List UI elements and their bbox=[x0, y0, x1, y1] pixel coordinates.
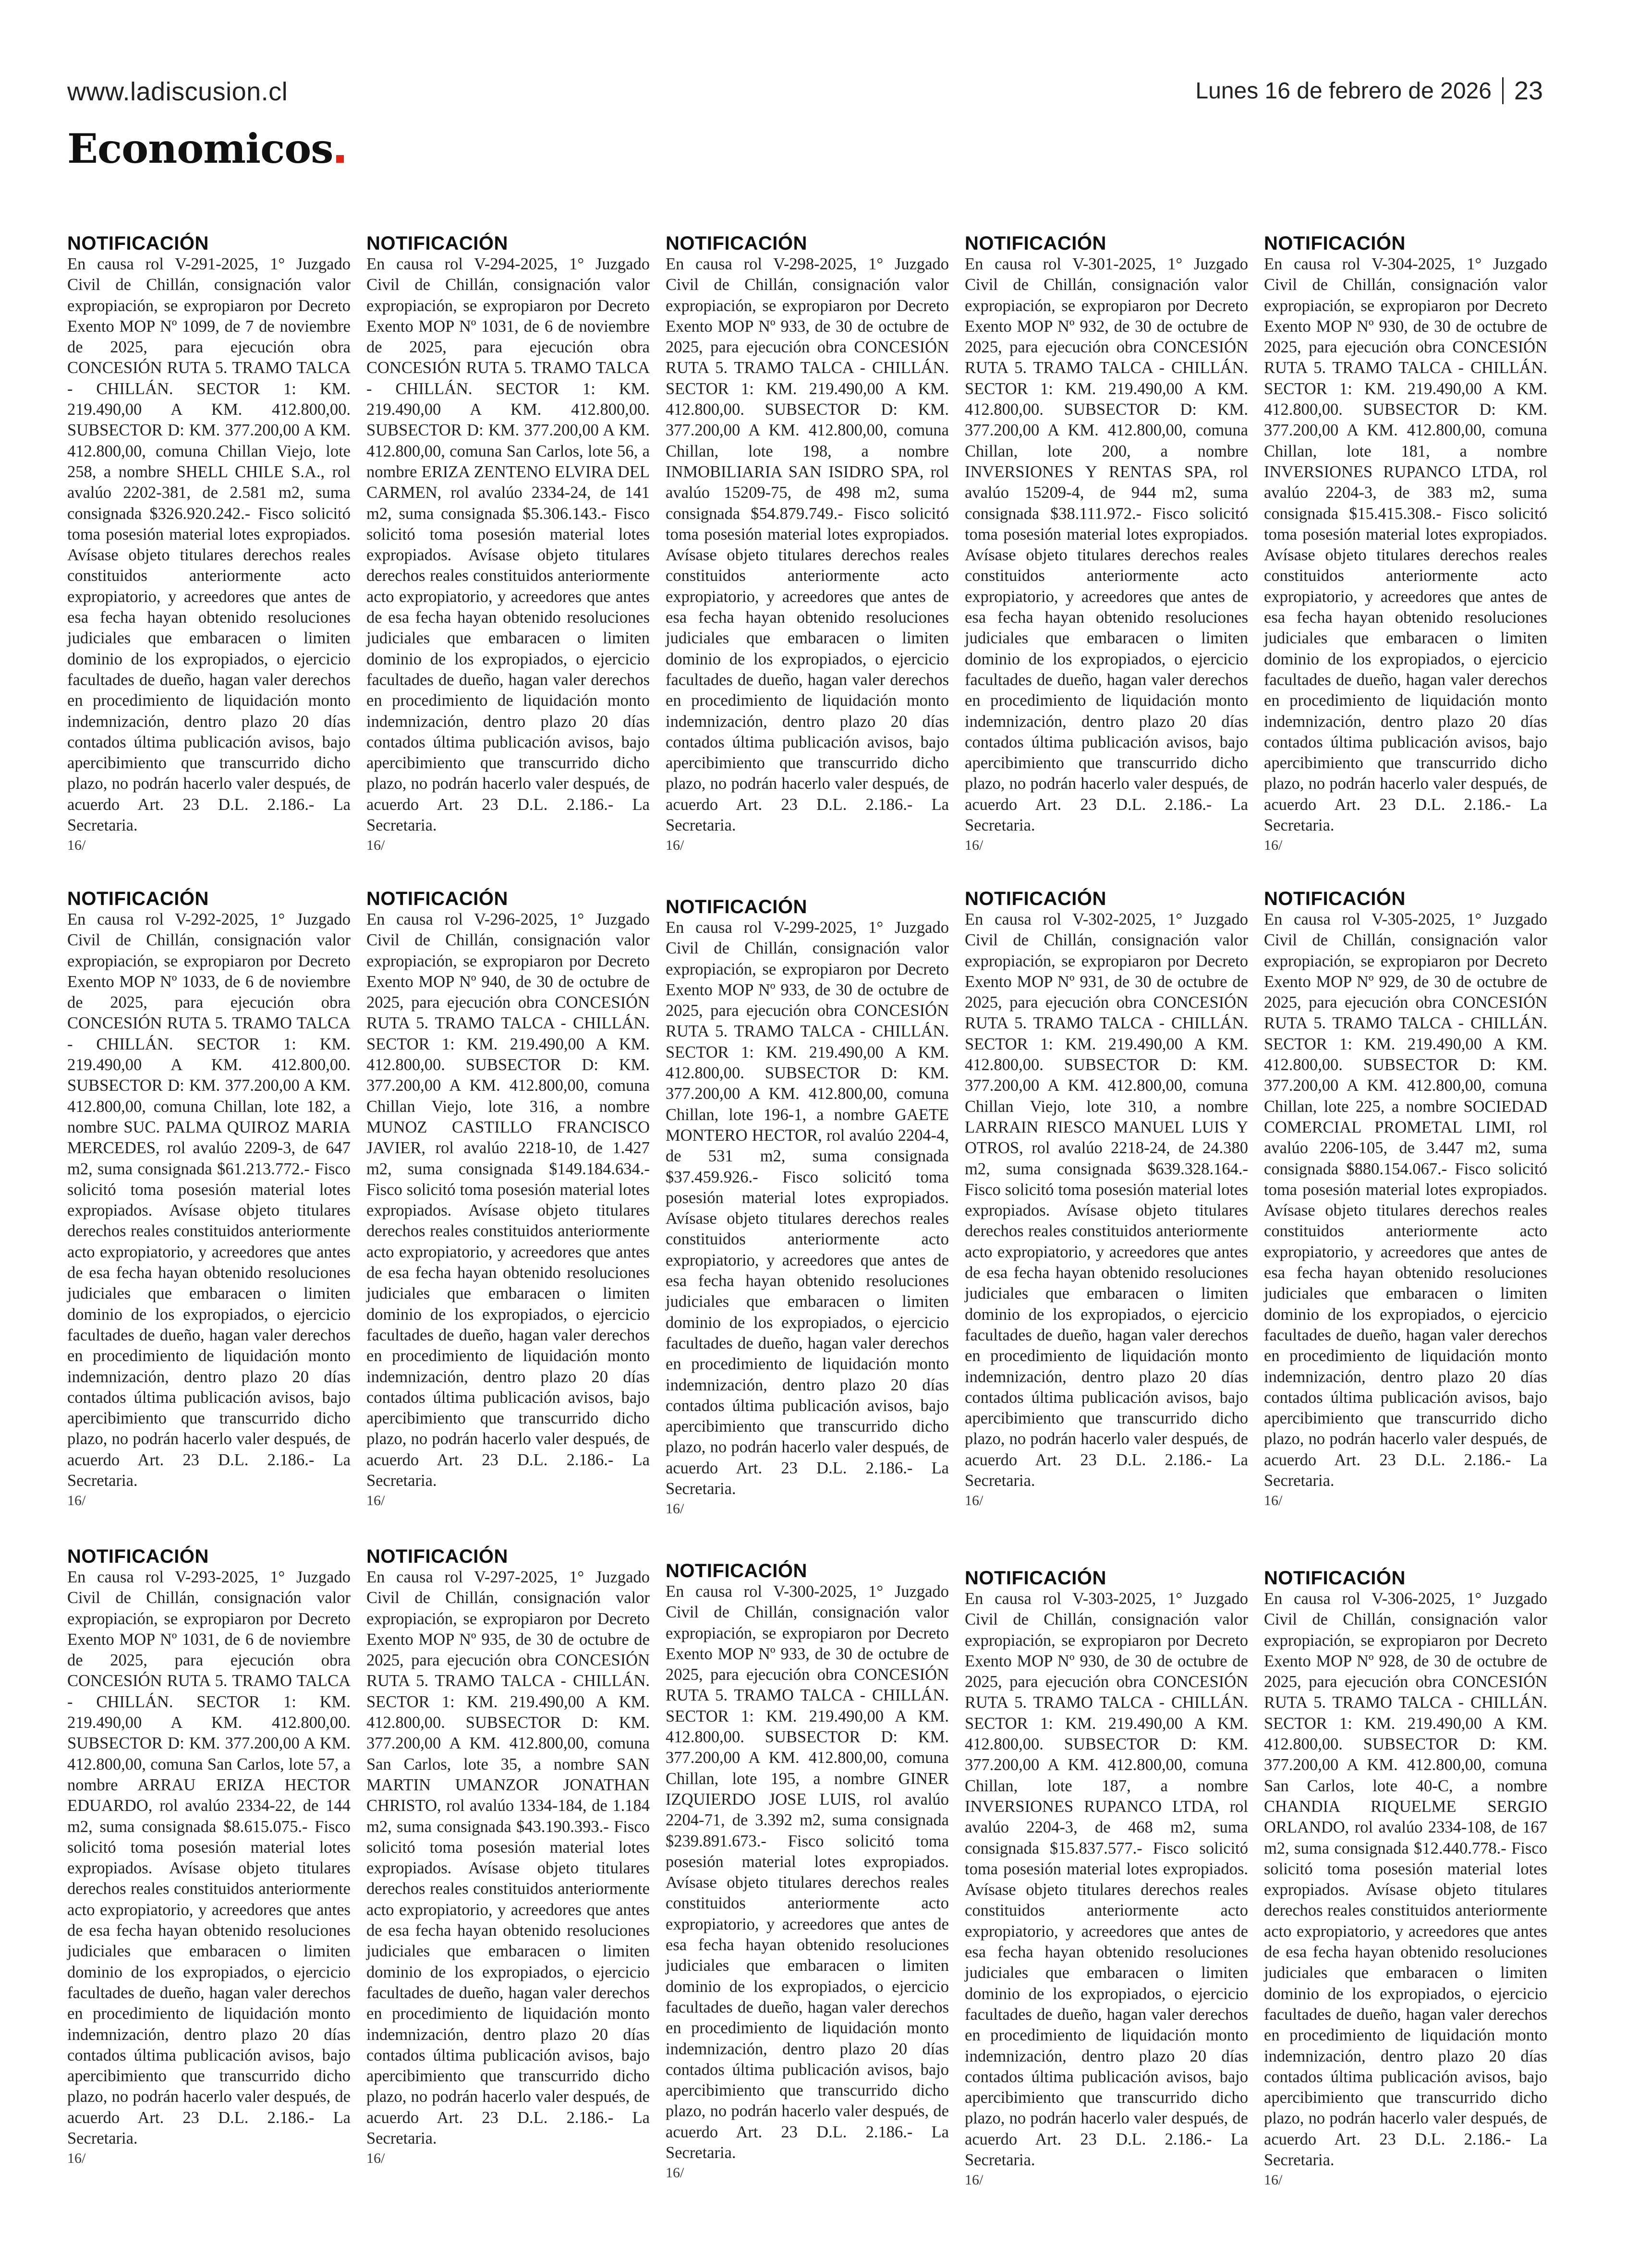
notice-title: NOTIFICACIÓN bbox=[67, 233, 209, 254]
notice-code: 16/ bbox=[1264, 837, 1283, 854]
section-title-text: Economicos bbox=[67, 125, 333, 172]
notice-title: NOTIFICACIÓN bbox=[366, 1546, 508, 1567]
notice-code: 16/ bbox=[67, 2150, 86, 2167]
notice-body: En causa rol V-299-2025, 1° Juzgado Civil de Chillán, consignación valor expropiación, se expropiaron por Decreto Exento MOP Nº 933, de 30 de octubre de 2025, para ejecución obra CONCESIÓN RUTA 5. TRAMO TALCA - CHILLÁN. SECTOR 1: KM. 219.490,00 A KM. 412.800,00. SUBSECTOR D: KM. 377.200,00 A KM. 412.800,00, comuna Chillan, lote 196-1, a nombre GAETE MONTERO HECTOR, rol avalúo 2204-4, de 531 m2, suma consignada $37.459.926.- Fisco solicitó toma posesión material lotes expropiados. Avísase objeto titulares derechos reales constituidos anteriormente acto expropiatorio, y acreedores que antes de esa fecha hayan obtenido resoluciones judiciales que embaracen o limiten dominio de los expropiados, o ejercicio facultades de dueño, hagan valer derechos en procedimiento de liquidación monto indemnización, dentro plazo 20 días contados última publicación avisos, bajo apercibimiento que transcurrido dicho plazo, no podrán hacerlo valer después, de acuerdo Art. 23 D.L. 2.186.- La Secretaria. bbox=[666, 918, 949, 1498]
notice-code: 16/ bbox=[1264, 2172, 1283, 2188]
notice-title: NOTIFICACIÓN bbox=[366, 233, 508, 254]
notice bbox=[366, 888, 650, 1510]
notice-code: 16/ bbox=[67, 1493, 86, 1509]
notice bbox=[366, 1546, 650, 2168]
notice-title: NOTIFICACIÓN bbox=[366, 888, 508, 909]
notice-body: En causa rol V-305-2025, 1° Juzgado Civil de Chillán, consignación valor expropiación, se expropiaron por Decreto Exento MOP Nº 929, de 30 de octubre de 2025, para ejecución obra CONCESIÓN RUTA 5. TRAMO TALCA - CHILLÁN. SECTOR 1: KM. 219.490,00 A KM. 412.800,00. SUBSECTOR D: KM. 377.200,00 A KM. 412.800,00, comuna Chillan, lote 225, a nombre SOCIEDAD COMERCIAL PROMETAL LIMI, rol avalúo 2206-105, de 3.447 m2, suma consignada $880.154.067.- Fisco solicitó toma posesión material lotes expropiados. Avísase objeto titulares derechos reales constituidos anteriormente acto expropiatorio, y acreedores que antes de esa fecha hayan obtenido resoluciones judiciales que embaracen o limiten dominio de los expropiados, o ejercicio facultades de dueño, hagan valer derechos en procedimiento de liquidación monto indemnización, dentro plazo 20 días contados última publicación avisos, bajo apercibimiento que transcurrido dicho plazo, no podrán hacerlo valer después, de acuerdo Art. 23 D.L. 2.186.- La Secretaria. bbox=[1264, 910, 1547, 1490]
notice-title: NOTIFICACIÓN bbox=[965, 888, 1106, 909]
notice bbox=[666, 1560, 949, 2183]
page-header bbox=[67, 72, 1543, 120]
notice-title: NOTIFICACIÓN bbox=[666, 1560, 807, 1581]
notice-body: En causa rol V-296-2025, 1° Juzgado Civil de Chillán, consignación valor expropiación, se expropiaron por Decreto Exento MOP Nº 940, de 30 de octubre de 2025, para ejecución obra CONCESIÓN RUTA 5. TRAMO TALCA - CHILLÁN. SECTOR 1: KM. 219.490,00 A KM. 412.800,00. SUBSECTOR D: KM. 377.200,00 A KM. 412.800,00, comuna Chillan Viejo, lote 316, a nombre MUNOZ CASTILLO FRANCISCO JAVIER, rol avalúo 2218-10, de 1.427 m2, suma consignada $149.184.634.- Fisco solicitó toma posesión material lotes expropiados. Avísase objeto titulares derechos reales constituidos anteriormente acto expropiatorio, y acreedores que antes de esa fecha hayan obtenido resoluciones judiciales que embaracen o limiten dominio de los expropiados, o ejercicio facultades de dueño, hagan valer derechos en procedimiento de liquidación monto indemnización, dentro plazo 20 días contados última publicación avisos, bajo apercibimiento que transcurrido dicho plazo, no podrán hacerlo valer después, de acuerdo Art. 23 D.L. 2.186.- La Secretaria. bbox=[366, 910, 650, 1490]
notice-code: 16/ bbox=[965, 1493, 983, 1509]
notice bbox=[965, 888, 1248, 1510]
header-meta bbox=[1195, 76, 1543, 106]
notice-code: 16/ bbox=[366, 837, 385, 854]
page-number: 23 bbox=[1514, 76, 1543, 105]
notice-body: En causa rol V-292-2025, 1° Juzgado Civil de Chillán, consignación valor expropiación, se expropiaron por Decreto Exento MOP Nº 1033, de 6 de noviembre de 2025, para ejecución obra CONCESIÓN RUTA 5. TRAMO TALCA - CHILLÁN. SECTOR 1: KM. 219.490,00 A KM. 412.800,00. SUBSECTOR D: KM. 377.200,00 A KM. 412.800,00, comuna Chillan, lote 182, a nombre SUC. PALMA QUIROZ MARIA MERCEDES, rol avalúo 2209-3, de 647 m2, suma consignada $61.213.772.- Fisco solicitó toma posesión material lotes expropiados. Avísase objeto titulares derechos reales constituidos anteriormente acto expropiatorio, y acreedores que antes de esa fecha hayan obtenido resoluciones judiciales que embaracen o limiten dominio de los expropiados, o ejercicio facultades de dueño, hagan valer derechos en procedimiento de liquidación monto indemnización, dentro plazo 20 días contados última publicación avisos, bajo apercibimiento que transcurrido dicho plazo, no podrán hacerlo valer después, de acuerdo Art. 23 D.L. 2.186.- La Secretaria. bbox=[67, 910, 351, 1490]
notice bbox=[666, 896, 949, 1519]
notice-body: En causa rol V-293-2025, 1° Juzgado Civil de Chillán, consignación valor expropiación, se expropiaron por Decreto Exento MOP Nº 1031, de 6 de noviembre de 2025, para ejecución obra CONCESIÓN RUTA 5. TRAMO TALCA - CHILLÁN. SECTOR 1: KM. 219.490,00 A KM. 412.800,00. SUBSECTOR D: KM. 377.200,00 A KM. 412.800,00, comuna San Carlos, lote 57, a nombre ARRAU ERIZA HECTOR EDUARDO, rol avalúo 2334-22, de 144 m2, suma consignada $8.615.075.- Fisco solicitó toma posesión material lotes expropiados. Avísase objeto titulares derechos reales constituidos anteriormente acto expropiatorio, y acreedores que antes de esa fecha hayan obtenido resoluciones judiciales que embaracen o limiten dominio de los expropiados, o ejercicio facultades de dueño, hagan valer derechos en procedimiento de liquidación monto indemnización, dentro plazo 20 días contados última publicación avisos, bajo apercibimiento que transcurrido dicho plazo, no podrán hacerlo valer después, de acuerdo Art. 23 D.L. 2.186.- La Secretaria. bbox=[67, 1568, 351, 2148]
notice-body: En causa rol V-291-2025, 1° Juzgado Civil de Chillán, consignación valor expropiación, se expropiaron por Decreto Exento MOP Nº 1099, de 7 de noviembre de 2025, para ejecución obra CONCESIÓN RUTA 5. TRAMO TALCA - CHILLÁN. SECTOR 1: KM. 219.490,00 A KM. 412.800,00. SUBSECTOR D: KM. 377.200,00 A KM. 412.800,00, comuna Chillan Viejo, lote 258, a nombre SHELL CHILE S.A., rol avalúo 2202-381, de 2.581 m2, suma consignada $326.920.242.- Fisco solicitó toma posesión material lotes expropiados. Avísase objeto titulares derechos reales constituidos anteriormente acto expropiatorio, y acreedores que antes de esa fecha hayan obtenido resoluciones judiciales que embaracen o limiten dominio de los expropiados, o ejercicio facultades de dueño, hagan valer derechos en procedimiento de liquidación monto indemnización, dentro plazo 20 días contados última publicación avisos, bajo apercibimiento que transcurrido dicho plazo, no podrán hacerlo valer después, de acuerdo Art. 23 D.L. 2.186.- La Secretaria. bbox=[67, 255, 351, 835]
notice bbox=[67, 888, 351, 1510]
notice-body: En causa rol V-304-2025, 1° Juzgado Civil de Chillán, consignación valor expropiación, se expropiaron por Decreto Exento MOP Nº 930, de 30 de octubre de 2025, para ejecución obra CONCESIÓN RUTA 5. TRAMO TALCA - CHILLÁN. SECTOR 1: KM. 219.490,00 A KM. 412.800,00. SUBSECTOR D: KM. 377.200,00 A KM. 412.800,00, comuna Chillan, lote 181, a nombre INVERSIONES RUPANCO LTDA, rol avalúo 2204-3, de 383 m2, suma consignada $15.415.308.- Fisco solicitó toma posesión material lotes expropiados. Avísase objeto titulares derechos reales constituidos anteriormente acto expropiatorio, y acreedores que antes de esa fecha hayan obtenido resoluciones judiciales que embaracen o limiten dominio de los expropiados, o ejercicio facultades de dueño, hagan valer derechos en procedimiento de liquidación monto indemnización, dentro plazo 20 días contados última publicación avisos, bajo apercibimiento que transcurrido dicho plazo, no podrán hacerlo valer después, de acuerdo Art. 23 D.L. 2.186.- La Secretaria. bbox=[1264, 255, 1547, 835]
notice-title: NOTIFICACIÓN bbox=[67, 1546, 209, 1567]
notice bbox=[965, 1568, 1248, 2190]
notice-title: NOTIFICACIÓN bbox=[666, 896, 807, 917]
notice bbox=[1264, 888, 1547, 1510]
notice bbox=[67, 1546, 351, 2168]
notice-title: NOTIFICACIÓN bbox=[1264, 233, 1406, 254]
notice-body: En causa rol V-301-2025, 1° Juzgado Civil de Chillán, consignación valor expropiación, se expropiaron por Decreto Exento MOP Nº 932, de 30 de octubre de 2025, para ejecución obra CONCESIÓN RUTA 5. TRAMO TALCA - CHILLÁN. SECTOR 1: KM. 219.490,00 A KM. 412.800,00. SUBSECTOR D: KM. 377.200,00 A KM. 412.800,00, comuna Chillan, lote 200, a nombre INVERSIONES Y RENTAS SPA, rol avalúo 15209-4, de 944 m2, suma consignada $38.111.972.- Fisco solicitó toma posesión material lotes expropiados. Avísase objeto titulares derechos reales constituidos anteriormente acto expropiatorio, y acreedores que antes de esa fecha hayan obtenido resoluciones judiciales que embaracen o limiten dominio de los expropiados, o ejercicio facultades de dueño, hagan valer derechos en procedimiento de liquidación monto indemnización, dentro plazo 20 días contados última publicación avisos, bajo apercibimiento que transcurrido dicho plazo, no podrán hacerlo valer después, de acuerdo Art. 23 D.L. 2.186.- La Secretaria. bbox=[965, 255, 1248, 835]
notice-body: En causa rol V-300-2025, 1° Juzgado Civil de Chillán, consignación valor expropiación, se expropiaron por Decreto Exento MOP Nº 933, de 30 de octubre de 2025, para ejecución obra CONCESIÓN RUTA 5. TRAMO TALCA - CHILLÁN. SECTOR 1: KM. 219.490,00 A KM. 412.800,00. SUBSECTOR D: KM. 377.200,00 A KM. 412.800,00, comuna Chillan, lote 195, a nombre GINER IZQUIERDO JOSE LUIS, rol avalúo 2204-71, de 3.392 m2, suma consignada $239.891.673.- Fisco solicitó toma posesión material lotes expropiados. Avísase objeto titulares derechos reales constituidos anteriormente acto expropiatorio, y acreedores que antes de esa fecha hayan obtenido resoluciones judiciales que embaracen o limiten dominio de los expropiados, o ejercicio facultades de dueño, hagan valer derechos en procedimiento de liquidación monto indemnización, dentro plazo 20 días contados última publicación avisos, bajo apercibimiento que transcurrido dicho plazo, no podrán hacerlo valer después, de acuerdo Art. 23 D.L. 2.186.- La Secretaria. bbox=[666, 1582, 949, 2162]
notice-title: NOTIFICACIÓN bbox=[666, 233, 807, 254]
notice-body: En causa rol V-303-2025, 1° Juzgado Civil de Chillán, consignación valor expropiación, se expropiaron por Decreto Exento MOP Nº 930, de 30 de octubre de 2025, para ejecución obra CONCESIÓN RUTA 5. TRAMO TALCA - CHILLÁN. SECTOR 1: KM. 219.490,00 A KM. 412.800,00. SUBSECTOR D: KM. 377.200,00 A KM. 412.800,00, comuna Chillan, lote 187, a nombre INVERSIONES RUPANCO LTDA, rol avalúo 2204-3, de 468 m2, suma consignada $15.837.577.- Fisco solicitó toma posesión material lotes expropiados. Avísase objeto titulares derechos reales constituidos anteriormente acto expropiatorio, y acreedores que antes de esa fecha hayan obtenido resoluciones judiciales que embaracen o limiten dominio de los expropiados, o ejercicio facultades de dueño, hagan valer derechos en procedimiento de liquidación monto indemnización, dentro plazo 20 días contados última publicación avisos, bajo apercibimiento que transcurrido dicho plazo, no podrán hacerlo valer después, de acuerdo Art. 23 D.L. 2.186.- La Secretaria. bbox=[965, 1590, 1248, 2170]
notice bbox=[965, 233, 1248, 855]
notice-body: En causa rol V-298-2025, 1° Juzgado Civil de Chillán, consignación valor expropiación, se expropiaron por Decreto Exento MOP Nº 933, de 30 de octubre de 2025, para ejecución obra CONCESIÓN RUTA 5. TRAMO TALCA - CHILLÁN. SECTOR 1: KM. 219.490,00 A KM. 412.800,00. SUBSECTOR D: KM. 377.200,00 A KM. 412.800,00, comuna Chillan, lote 198, a nombre INMOBILIARIA SAN ISIDRO SPA, rol avalúo 15209-75, de 498 m2, suma consignada $54.879.749.- Fisco solicitó toma posesión material lotes expropiados. Avísase objeto titulares derechos reales constituidos anteriormente acto expropiatorio, y acreedores que antes de esa fecha hayan obtenido resoluciones judiciales que embaracen o limiten dominio de los expropiados, o ejercicio facultades de dueño, hagan valer derechos en procedimiento de liquidación monto indemnización, dentro plazo 20 días contados última publicación avisos, bajo apercibimiento que transcurrido dicho plazo, no podrán hacerlo valer después, de acuerdo Art. 23 D.L. 2.186.- La Secretaria. bbox=[666, 255, 949, 835]
notice-code: 16/ bbox=[1264, 1493, 1283, 1509]
section-title bbox=[67, 125, 344, 172]
notice bbox=[666, 233, 949, 855]
notice-body: En causa rol V-297-2025, 1° Juzgado Civil de Chillán, consignación valor expropiación, se expropiaron por Decreto Exento MOP Nº 935, de 30 de octubre de 2025, para ejecución obra CONCESIÓN RUTA 5. TRAMO TALCA - CHILLÁN. SECTOR 1: KM. 219.490,00 A KM. 412.800,00. SUBSECTOR D: KM. 377.200,00 A KM. 412.800,00, comuna San Carlos, lote 35, a nombre SAN MARTIN UMANZOR JONATHAN CHRISTO, rol avalúo 1334-184, de 1.184 m2, suma consignada $43.190.393.- Fisco solicitó toma posesión material lotes expropiados. Avísase objeto titulares derechos reales constituidos anteriormente acto expropiatorio, y acreedores que antes de esa fecha hayan obtenido resoluciones judiciales que embaracen o limiten dominio de los expropiados, o ejercicio facultades de dueño, hagan valer derechos en procedimiento de liquidación monto indemnización, dentro plazo 20 días contados última publicación avisos, bajo apercibimiento que transcurrido dicho plazo, no podrán hacerlo valer después, de acuerdo Art. 23 D.L. 2.186.- La Secretaria. bbox=[366, 1568, 650, 2148]
notice-body: En causa rol V-302-2025, 1° Juzgado Civil de Chillán, consignación valor expropiación, se expropiaron por Decreto Exento MOP Nº 931, de 30 de octubre de 2025, para ejecución obra CONCESIÓN RUTA 5. TRAMO TALCA - CHILLÁN. SECTOR 1: KM. 219.490,00 A KM. 412.800,00. SUBSECTOR D: KM. 377.200,00 A KM. 412.800,00, comuna Chillan Viejo, lote 310, a nombre LARRAIN RIESCO MANUEL LUIS Y OTROS, rol avalúo 2218-24, de 24.380 m2, suma consignada $639.328.164.- Fisco solicitó toma posesión material lotes expropiados. Avísase objeto titulares derechos reales constituidos anteriormente acto expropiatorio, y acreedores que antes de esa fecha hayan obtenido resoluciones judiciales que embaracen o limiten dominio de los expropiados, o ejercicio facultades de dueño, hagan valer derechos en procedimiento de liquidación monto indemnización, dentro plazo 20 días contados última publicación avisos, bajo apercibimiento que transcurrido dicho plazo, no podrán hacerlo valer después, de acuerdo Art. 23 D.L. 2.186.- La Secretaria. bbox=[965, 910, 1248, 1490]
notice-title: NOTIFICACIÓN bbox=[965, 233, 1106, 254]
notice-code: 16/ bbox=[965, 2172, 983, 2188]
notice-code: 16/ bbox=[965, 837, 983, 854]
notice-body: En causa rol V-294-2025, 1° Juzgado Civil de Chillán, consignación valor expropiación, se expropiaron por Decreto Exento MOP Nº 1031, de 6 de noviembre de 2025, para ejecución obra CONCESIÓN RUTA 5. TRAMO TALCA - CHILLÁN. SECTOR 1: KM. 219.490,00 A KM. 412.800,00. SUBSECTOR D: KM. 377.200,00 A KM. 412.800,00, comuna San Carlos, lote 56, a nombre ERIZA ZENTENO ELVIRA DEL CARMEN, rol avalúo 2334-24, de 141 m2, suma consignada $5.306.143.- Fisco solicitó toma posesión material lotes expropiados. Avísase objeto titulares derechos reales constituidos anteriormente acto expropiatorio, y acreedores que antes de esa fecha hayan obtenido resoluciones judiciales que embaracen o limiten dominio de los expropiados, o ejercicio facultades de dueño, hagan valer derechos en procedimiento de liquidación monto indemnización, dentro plazo 20 días contados última publicación avisos, bajo apercibimiento que transcurrido dicho plazo, no podrán hacerlo valer después, de acuerdo Art. 23 D.L. 2.186.- La Secretaria. bbox=[366, 255, 650, 835]
notice bbox=[67, 233, 351, 855]
notice-code: 16/ bbox=[67, 837, 86, 854]
section-accent-dot bbox=[336, 155, 344, 163]
notice-code: 16/ bbox=[366, 1493, 385, 1509]
notice-body: En causa rol V-306-2025, 1° Juzgado Civil de Chillán, consignación valor expropiación, se expropiaron por Decreto Exento MOP Nº 928, de 30 de octubre de 2025, para ejecución obra CONCESIÓN RUTA 5. TRAMO TALCA - CHILLÁN. SECTOR 1: KM. 219.490,00 A KM. 412.800,00. SUBSECTOR D: KM. 377.200,00 A KM. 412.800,00, comuna San Carlos, lote 40-C, a nombre CHANDIA RIQUELME SERGIO ORLANDO, rol avalúo 2334-108, de 167 m2, suma consignada $12.440.778.- Fisco solicitó toma posesión material lotes expropiados. Avísase objeto titulares derechos reales constituidos anteriormente acto expropiatorio, y acreedores que antes de esa fecha hayan obtenido resoluciones judiciales que embaracen o limiten dominio de los expropiados, o ejercicio facultades de dueño, hagan valer derechos en procedimiento de liquidación monto indemnización, dentro plazo 20 días contados última publicación avisos, bajo apercibimiento que transcurrido dicho plazo, no podrán hacerlo valer después, de acuerdo Art. 23 D.L. 2.186.- La Secretaria. bbox=[1264, 1590, 1547, 2170]
site-url[interactable]: www.ladiscusion.cl bbox=[67, 77, 288, 106]
notice-code: 16/ bbox=[666, 2165, 684, 2181]
notice-code: 16/ bbox=[666, 1501, 684, 1517]
issue-date: Lunes 16 de febrero de 2026 bbox=[1195, 78, 1492, 104]
notice bbox=[366, 233, 650, 855]
header-divider bbox=[1502, 77, 1504, 104]
notice bbox=[1264, 1568, 1547, 2190]
notice-title: NOTIFICACIÓN bbox=[965, 1568, 1106, 1589]
notice-code: 16/ bbox=[666, 837, 684, 854]
notice bbox=[1264, 233, 1547, 855]
notice-title: NOTIFICACIÓN bbox=[67, 888, 209, 909]
notice-title: NOTIFICACIÓN bbox=[1264, 1568, 1406, 1589]
notice-title: NOTIFICACIÓN bbox=[1264, 888, 1406, 909]
notice-code: 16/ bbox=[366, 2150, 385, 2167]
